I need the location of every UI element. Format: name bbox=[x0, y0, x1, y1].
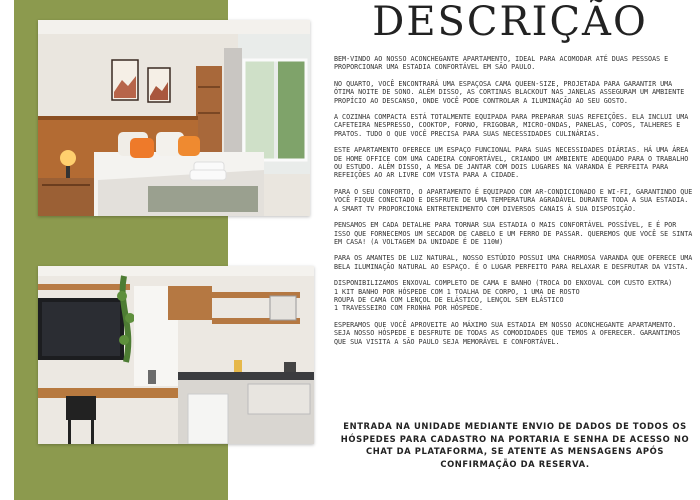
paragraph-linen bbox=[334, 279, 696, 313]
entry-notice: ENTRADA NA UNIDADE MEDIANTE ENVIO DE DADOS DE TODOS OS HÓSPEDES PARA CADASTRO NA PORTARIA E SENHA DE ACESSO NO CHAT DA PLATAFORMA, SE ATENTE AS MENSAGENS APÓS CONFIRMAÇÃO DA RESERVA. bbox=[340, 421, 690, 469]
paragraph-welcome: BEM-VINDO AO NOSSO ACONCHEGANTE APARTAMENTO, IDEAL PARA ACOMODAR ATÉ DUAS PESSOAS E PROPORCIONAR UMA ESTADIA CONFORTÁVEL EM SÃO PAULO. bbox=[334, 55, 669, 72]
linen-item: ROUPA DE CAMA COM LENÇOL DE ELÁSTICO, LENÇOL SEM ELÁSTICO bbox=[334, 295, 564, 304]
paragraph-kitchen: A COZINHA COMPACTA ESTÁ TOTALMENTE EQUIPADA PARA PREPARAR SUAS REFEIÇÕES. ELA INCLUI UMA CAFETEIRA NESPRESSO, COOKTOP, FORNO, FRIGOBAR, MICRO-ONDAS, PANELAS, COPOS, TALHERES E PRATOS. TUDO O QUE VOCÊ PRECISA PARA SUAS NECESSIDADES CULINÁRIAS. bbox=[334, 113, 689, 138]
paragraph-bedroom: NO QUARTO, VOCÊ ENCONTRARÁ UMA ESPAÇOSA CAMA QUEEN-SIZE, PROJETADA PARA GARANTIR UMA ÓTIMA NOITE DE SONO. ALÉM DISSO, AS CORTINAS BLACKOUT NAS JANELAS ASSEGURAM UM AMBIENTE PROPÍCIO AO DESCANSO, ONDE VOCÊ PODE CONTROLAR A ILUMINAÇÃO AO SEU GOSTO. bbox=[334, 79, 685, 105]
linen-item: 1 TRAVESSEIRO COM FRONHA POR HÓSPEDE. bbox=[334, 304, 483, 313]
paragraph-details: PENSAMOS EM CADA DETALHE PARA TORNAR SUA ESTADIA O MAIS CONFORTÁVEL POSSÍVEL, E É POR ISSO QUE FORNECEMOS UM SECADOR DE CABELO E UM FERRO DE PASSAR. QUEREMOS QUE VOCÊ SE SINTA EM CASA! (A VOLTAGEM DA UNIDADE É DE 110W) bbox=[334, 221, 693, 246]
linen-intro: DISPONIBILIZAMOS ENXOVAL COMPLETO DE CAMA E BANHO (TROCA DO ENXOVAL COM CUSTO EXTRA) bbox=[334, 279, 673, 288]
bedroom-photo bbox=[38, 20, 310, 216]
page-title: DESCRIÇÃO bbox=[372, 0, 648, 45]
paragraph-office: ESTE APARTAMENTO OFERECE UM ESPAÇO FUNCIONAL PARA SUAS NECESSIDADES DIÁRIAS. HÁ UMA ÁREA DE HOME OFFICE COM UMA CADEIRA CONFORTÁVEL, CRIANDO UM AMBIENTE ADEQUADO PARA O TRABALHO OU ESTUDO. ALÉM DISSO, A MESA DE JANTAR COM DOIS LUGARES NA VARANDA É PERFEITA PARA REFEIÇÕES AO AR LIVRE COM VISTA PARA A CIDADE. bbox=[334, 146, 689, 180]
paragraph-closing: ESPERAMOS QUE VOCÊ APROVEITE AO MÁXIMO SUA ESTADIA EM NOSSO ACONCHEGANTE APARTAMENTO. SEJA NOSSO HÓSPEDE E DESFRUTE DE TODAS AS COMODIDADES QUE TEMOS A OFERECER. GARANTIMOS QUE SUA VISITA A SÃO PAULO SEJA MEMORÁVEL E CONFORTÁVEL. bbox=[334, 320, 681, 346]
description-text bbox=[334, 55, 696, 354]
linen-item: 1 KIT BANHO POR HÓSPEDE COM 1 TOALHA DE CORPO, 1 UMA DE ROSTO bbox=[334, 287, 580, 296]
kitchen-office-photo bbox=[38, 266, 314, 444]
paragraph-comfort: PARA O SEU CONFORTO, O APARTAMENTO É EQUIPADO COM AR-CONDICIONADO E WI-FI, GARANTINDO QUE VOCÊ FIQUE CONECTADO E DESFRUTE DE UMA TEMPERATURA AGRADÁVEL DURANTE TODA A SUA ESTADIA. A SMART TV PROPORCIONA ENTRETENIMENTO COM DIVERSOS CANAIS À SUA DISPOSIÇÃO. bbox=[334, 187, 693, 213]
paragraph-light: PARA OS AMANTES DE LUZ NATURAL, NOSSO ESTÚDIO POSSUI UMA CHARMOSA VARANDA QUE OFERECE UMA BELA ILUMINAÇÃO NATURAL AO ESPAÇO. É O LUGAR PERFEITO PARA RELAXAR E DESFRUTAR DA VISTA. bbox=[334, 254, 693, 271]
